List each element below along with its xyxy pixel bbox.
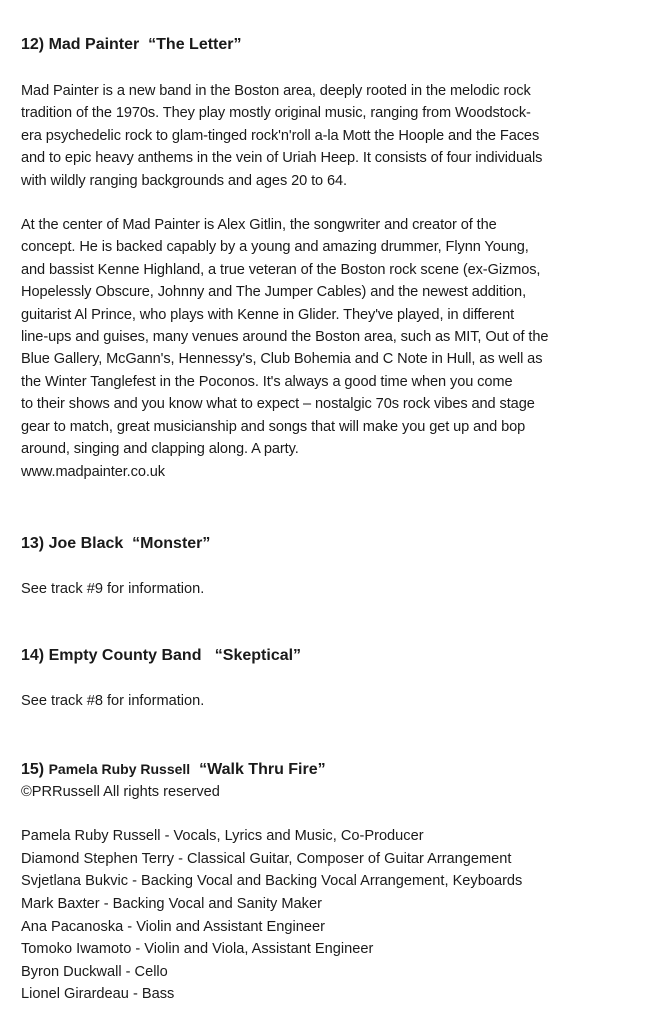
paragraph-line: line-ups and guises, many venues around the Boston area, such as MIT, Out of the: [21, 329, 549, 346]
track-number: 15): [21, 760, 49, 778]
paragraph-line: era psychedelic rock to glam-tinged rock'n'roll a-la Mott the Hoople and the Faces: [21, 127, 540, 144]
paragraph-line: with wildly ranging backgrounds and ages 20 to 64.: [21, 172, 348, 189]
document-page: [21, 34, 646, 1006]
credit-item: Mark Baxter - Backing Vocal and Sanity Maker: [21, 895, 322, 912]
paragraph-line: guitarist Al Prince, who plays with Kenne in Glider. They've played, in different: [21, 306, 515, 323]
song-title: “Walk Thru Fire”: [190, 760, 326, 778]
track-12-heading: 12) Mad Painter “The Letter”: [21, 36, 242, 53]
track-13-section: [21, 533, 646, 600]
track-14-section: [21, 645, 646, 712]
credit-item: Ana Pacanoska - Violin and Assistant Engineer: [21, 918, 325, 935]
paragraph-line: gear to match, great musicianship and songs that will make you get up and bop: [21, 418, 526, 435]
paragraph-line: tradition of the 1970s. They play mostly original music, ranging from Woodstock-: [21, 105, 531, 122]
paragraph-line: to their shows and you know what to expect – nostalgic 70s rock vibes and stage: [21, 396, 535, 413]
credit-item: Pamela Ruby Russell - Vocals, Lyrics and Music, Co-Producer: [21, 828, 424, 845]
track-14-note: See track #8 for information.: [21, 693, 205, 710]
credits-list: [21, 825, 646, 1006]
paragraph-line: and bassist Kenne Highland, a true veteran of the Boston rock scene (ex-Gizmos,: [21, 261, 541, 278]
paragraph-line: Blue Gallery, McGann's, Hennessy's, Club Bohemia and C Note in Hull, as well as: [21, 351, 543, 368]
credit-item: Tomoko Iwamoto - Violin and Viola, Assistant Engineer: [21, 941, 374, 958]
track-12-paragraph-2: [21, 214, 646, 483]
track-12-paragraph-1: [21, 80, 646, 192]
track-13-heading: 13) Joe Black “Monster”: [21, 534, 211, 552]
paragraph-line: the Winter Tanglefest in the Poconos. It's always a good time when you come: [21, 373, 513, 390]
paragraph-line: Hopelessly Obscure, Johnny and The Jumper Cables) and the newest addition,: [21, 284, 527, 301]
copyright-notice: ©PRRussell All rights reserved: [21, 783, 220, 800]
track-15-heading: [21, 758, 646, 781]
paragraph-line: Mad Painter is a new band in the Boston area, deeply rooted in the melodic rock: [21, 83, 531, 99]
track-13-note: See track #9 for information.: [21, 580, 205, 597]
website-url: www.madpainter.co.uk: [21, 463, 166, 480]
paragraph-line: At the center of Mad Painter is Alex Gitlin, the songwriter and creator of the: [21, 217, 497, 234]
paragraph-line: and to epic heavy anthems in the vein of Uriah Heep. It consists of four individuals: [21, 150, 543, 167]
track-12-section: [21, 34, 646, 483]
credit-item: Byron Duckwall - Cello: [21, 963, 168, 980]
paragraph-line: concept. He is backed capably by a young and amazing drummer, Flynn Young,: [21, 239, 529, 256]
credit-item: Svjetlana Bukvic - Backing Vocal and Backing Vocal Arrangement, Keyboards: [21, 873, 523, 890]
track-14-heading: 14) Empty County Band “Skeptical”: [21, 647, 302, 665]
artist-name: Pamela Ruby Russell: [48, 760, 191, 777]
track-15-section: [21, 758, 646, 1006]
paragraph-line: around, singing and clapping along. A party.: [21, 441, 299, 458]
credit-item: Lionel Girardeau - Bass: [21, 986, 175, 1003]
credit-item: Diamond Stephen Terry - Classical Guitar, Composer of Guitar Arrangement: [21, 850, 512, 867]
